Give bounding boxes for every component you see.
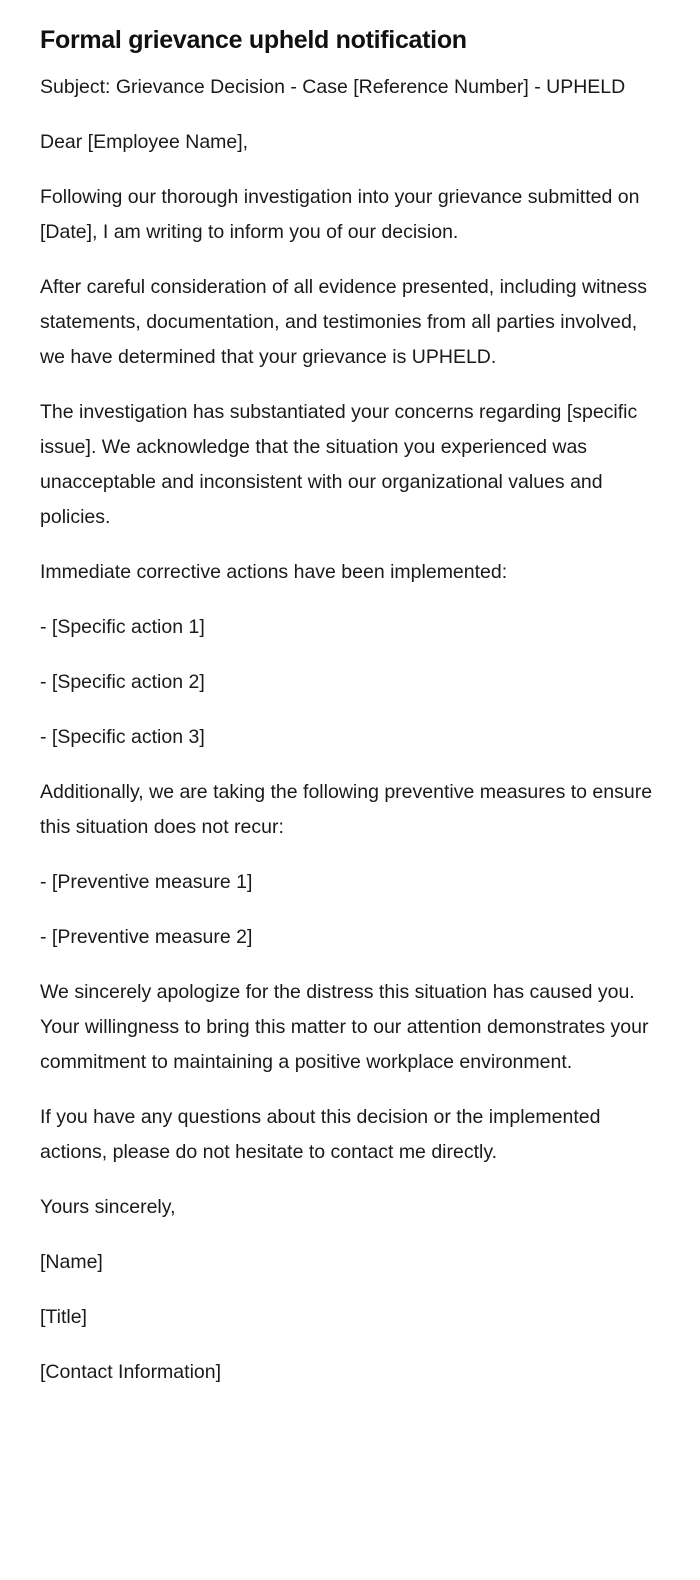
signature-name: [Name] — [40, 1251, 103, 1273]
preventive-measure-item: - [Preventive measure 2] — [40, 926, 253, 948]
corrective-action-item: - [Specific action 2] — [40, 671, 205, 693]
subject-line: Subject: Grievance Decision - Case [Reference Number] - UPHELD — [40, 76, 626, 98]
closing: Yours sincerely, — [40, 1196, 176, 1218]
findings-paragraph: The investigation has substantiated your concerns regarding [specific issue]. We acknowledge that the situation you experienced was unacceptable and inconsistent with our organizational values and policies. — [40, 401, 638, 528]
preventive-measure-item: - [Preventive measure 1] — [40, 871, 253, 893]
decision-paragraph: After careful consideration of all evidence presented, including witness statements, documentation, and testimonies from all parties involved, we have determined that your grievance is UPHELD. — [40, 276, 648, 368]
signature-contact: [Contact Information] — [40, 1361, 222, 1383]
corrective-actions-heading: Immediate corrective actions have been implemented: — [40, 561, 508, 583]
contact-paragraph: If you have any questions about this decision or the implemented actions, please do not hesitate to contact me directly. — [40, 1106, 601, 1163]
corrective-action-item: - [Specific action 1] — [40, 616, 205, 638]
document-title: Formal grievance upheld notification — [40, 26, 467, 54]
apology-paragraph: We sincerely apologize for the distress this situation has caused you. Your willingness to bring this matter to our attention demonstrates your commitment to maintaining a positive workplace environment. — [40, 981, 649, 1073]
corrective-action-item: - [Specific action 3] — [40, 726, 205, 748]
salutation: Dear [Employee Name], — [40, 131, 249, 153]
preventive-measures-heading: Additionally, we are taking the following preventive measures to ensure this situation does not recur: — [40, 781, 653, 838]
intro-paragraph: Following our thorough investigation into your grievance submitted on [Date], I am writing to inform you of our decision. — [40, 186, 640, 243]
signature-title: [Title] — [40, 1306, 87, 1328]
